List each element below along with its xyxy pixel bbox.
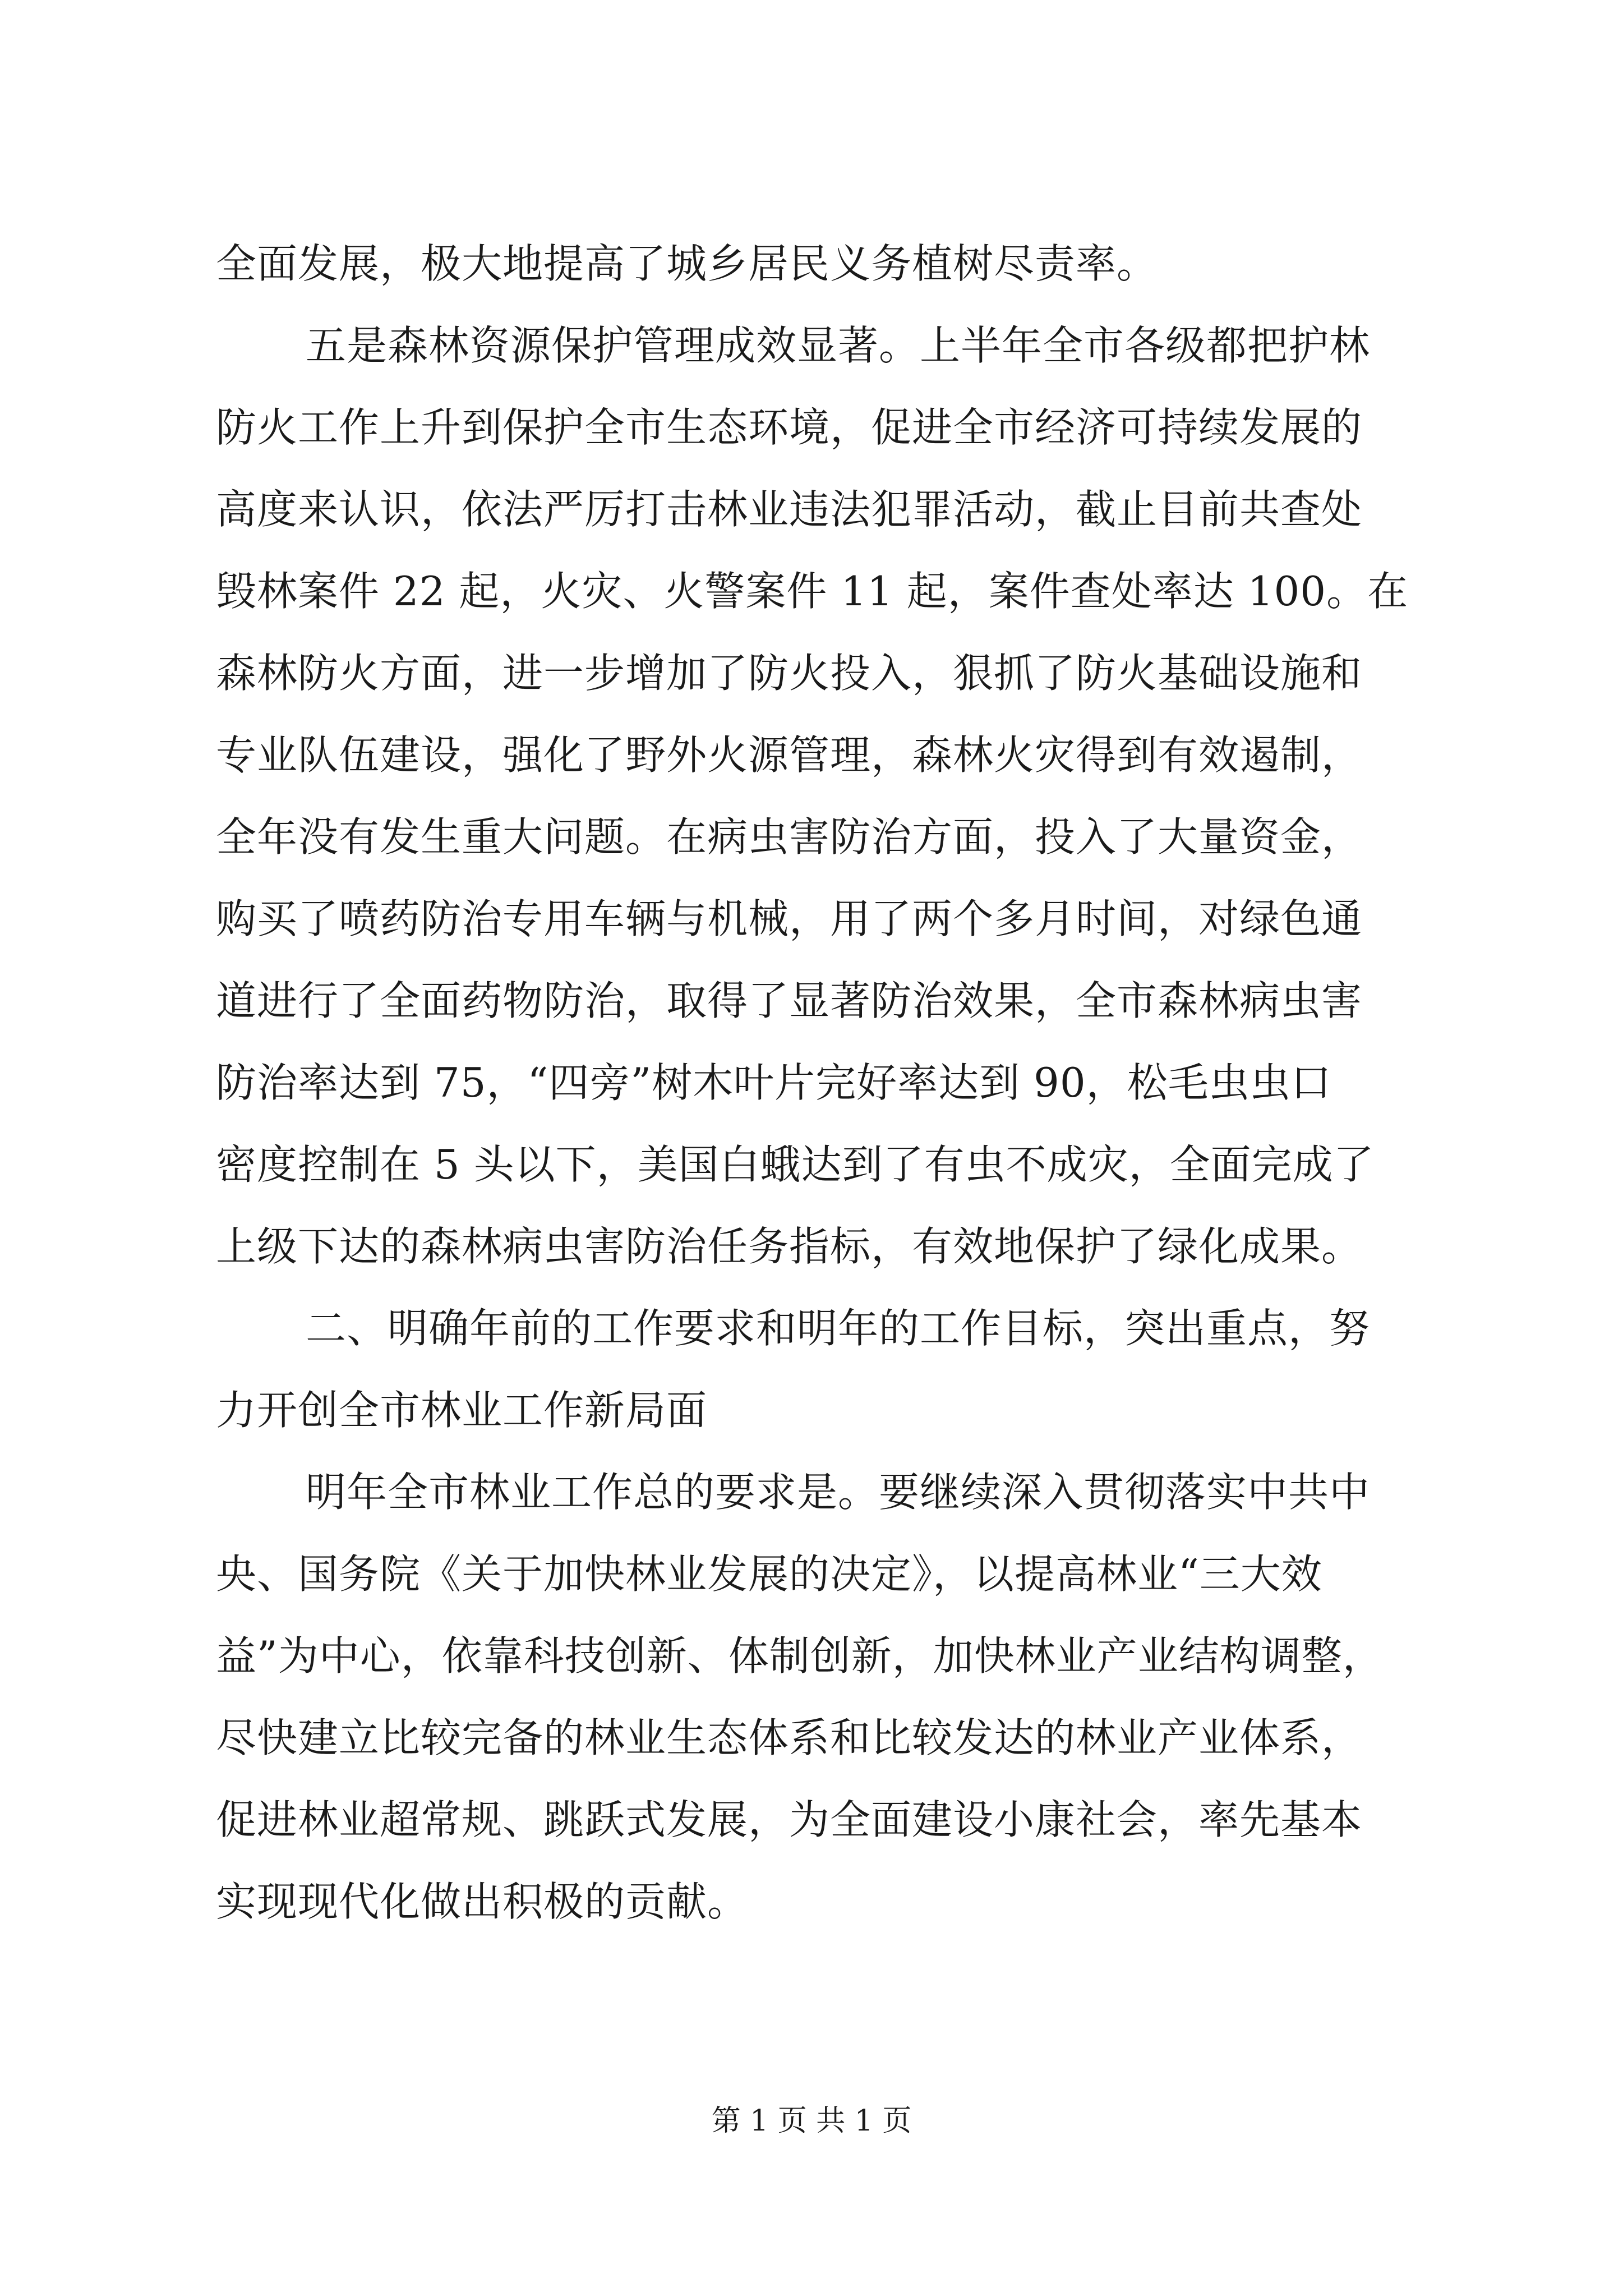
text-line: 促进林业超常规、跳跃式发展，为全面建设小康社会，率先基本 — [216, 1796, 1363, 1843]
text-line: 森林防火方面，进一步增加了防火投入，狠抓了防火基础设施和 — [216, 650, 1363, 697]
text-line: 全年没有发生重大问题。在病虫害防治方面，投入了大量资金， — [216, 813, 1363, 861]
text-line: 道进行了全面药物防治，取得了显著防治效果，全市森林病虫害 — [216, 977, 1363, 1024]
text-line: 专业队伍建设，强化了野外火源管理，森林火灾得到有效遏制， — [216, 731, 1363, 779]
text-line: 毁林案件 22 起，火灾、火警案件 11 起，案件查处率达 100。在 — [216, 568, 1409, 615]
text-line: 尽快建立比较完备的林业生态体系和比较发达的林业产业体系， — [216, 1714, 1363, 1761]
text-line: 购买了喷药防治专用车辆与机械，用了两个多月时间，对绿色通 — [216, 895, 1363, 942]
text-line: 实现现代化做出积极的贡献。 — [216, 1878, 749, 1925]
text-line: 高度来认识，依法严厉打击林业违法犯罪活动，截止目前共查处 — [216, 486, 1363, 533]
text-line: 上级下达的森林病虫害防治任务指标，有效地保护了绿化成果。 — [216, 1223, 1363, 1270]
text-line: 五是森林资源保护管理成效显著。上半年全市各级都把护林 — [306, 322, 1371, 369]
text-line: 防治率达到 75，“四旁”树木叶片完好率达到 90，松毛虫虫口 — [216, 1059, 1332, 1106]
text-line: 防火工作上升到保护全市生态环境，促进全市经济可持续发展的 — [216, 404, 1363, 451]
page-footer: 第 1 页 共 1 页 — [711, 2104, 912, 2138]
text-line: 密度控制在 5 头以下，美国白蛾达到了有虫不成灾，全面完成了 — [216, 1141, 1375, 1188]
text-line: 明年全市林业工作总的要求是。要继续深入贯彻落实中共中 — [306, 1469, 1371, 1516]
section-heading-line: 二、明确年前的工作要求和明年的工作目标，突出重点，努 — [306, 1305, 1371, 1352]
text-line: 央、国务院《关于加快林业发展的决定》，以提高林业“三大效 — [216, 1550, 1322, 1598]
section-heading-line: 力开创全市林业工作新局面 — [216, 1387, 708, 1434]
text-line: 益”为中心，依靠科技创新、体制创新，加快林业产业结构调整， — [216, 1632, 1384, 1680]
text-line: 全面发展，极大地提高了城乡居民义务植树尽责率。 — [216, 240, 1158, 287]
